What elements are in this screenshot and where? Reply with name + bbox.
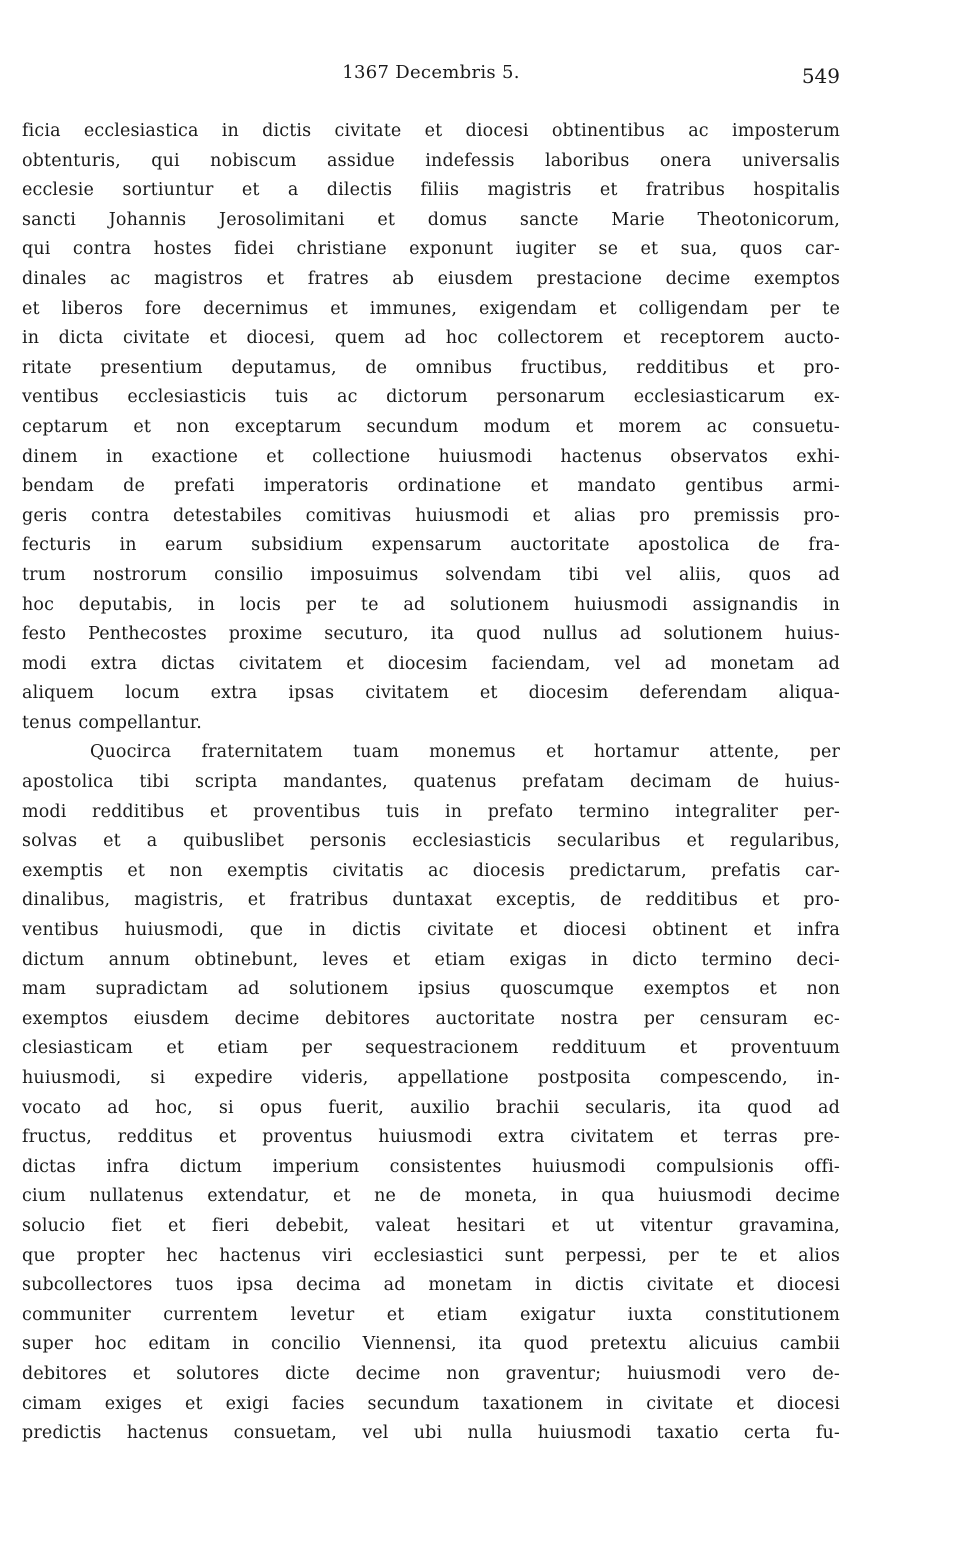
text-line: exemptis et non exemptis civitatis ac diocesis predictarum, prefatis car- (22, 860, 840, 881)
text-line: et liberos fore decernimus et immunes, exigendam et colligendam per te (22, 298, 840, 319)
text-line: exemptos eiusdem decime debitores auctoritate nostra per censuram ec- (22, 1008, 840, 1029)
text-line: predictis hactenus consuetam, vel ubi nulla huiusmodi taxatio certa fu- (22, 1423, 840, 1444)
text-line: fecturis in earum subsidium expensarum auctoritate apostolica de fra- (22, 535, 840, 556)
text-line: solucio fiet et fieri debebit, valeat hesitari et ut vitentur gravamina, (22, 1215, 840, 1236)
text-line: communiter currentem levetur et etiam exigatur iuxta constitutionem (22, 1304, 840, 1325)
text-line: dinalibus, magistris, et fratribus duntaxat exceptis, de redditibus et pro- (22, 890, 840, 911)
text-line: aliquem locum extra ipsas civitatem et diocesim deferendam aliqua- (22, 683, 840, 704)
text-line: clesiasticam et etiam per sequestracionem reddituum et proventuum (22, 1038, 840, 1059)
text-line: que propter hec hactenus viri ecclesiastici sunt perpessi, per te et alios (22, 1245, 840, 1266)
text-line: mam supradictam ad solutionem ipsius quoscumque exemptos et non (22, 979, 840, 1000)
text-line: in dicta civitate et diocesi, quem ad hoc collectorem et receptorem aucto- (22, 328, 840, 349)
paragraph-end-line: tenus compellantur. (22, 712, 203, 733)
text-line: vocato ad hoc, si opus fuerit, auxilio brachii secularis, ita quod ad (22, 1097, 840, 1118)
text-line: trum nostrorum consilio imposuimus solvendam tibi vel aliis, quos ad (22, 564, 840, 585)
text-line: super hoc editam in concilio Viennensi, ita quod pretextu alicuius cambii (22, 1334, 840, 1355)
text-line: ecclesie sortiuntur et a dilectis filiis magistris et fratribus hospitalis (22, 180, 840, 201)
text-line: ceptarum et non exceptarum secundum modum et morem ac consuetu- (22, 416, 840, 437)
text-line: dictum annum obtinebunt, leves et etiam exigas in dicto termino deci- (22, 949, 840, 970)
text-line: solvas et a quibuslibet personis ecclesiasticis secularibus et regularibus, (22, 831, 840, 852)
text-line: hoc deputabis, in locis per te ad solutionem huiusmodi assignandis in (22, 594, 840, 615)
text-line: subcollectores tuos ipsa decima ad monetam in dictis civitate et diocesi (22, 1275, 840, 1296)
text-line: dinem in exactione et collectione huiusmodi hactenus observatos exhi- (22, 446, 840, 467)
text-line: modi extra dictas civitatem et diocesim faciendam, vel ad monetam ad (22, 653, 840, 674)
text-line: festo Penthecostes proxime secuturo, ita quod nullus ad solutionem huius- (22, 624, 840, 645)
running-head (22, 60, 840, 90)
text-line: fructus, redditus et proventus huiusmodi extra civitatem et terras pre- (22, 1127, 840, 1148)
body-text (22, 117, 840, 1449)
text-line: ventibus huiusmodi, que in dictis civitate et diocesi obtinent et infra (22, 920, 840, 941)
text-line: ritate presentium deputamus, de omnibus fructibus, redditibus et pro- (22, 357, 840, 378)
text-line: ficia ecclesiastica in dictis civitate et diocesi obtinentibus ac imposterum (22, 121, 840, 141)
text-line: geris contra detestabiles comitivas huiusmodi et alias pro premissis pro- (22, 505, 840, 526)
text-line: cimam exiges et exigi facies secundum taxationem in civitate et diocesi (22, 1393, 840, 1414)
text-line: dinales ac magistros et fratres ab eiusdem prestacione decime exemptos (22, 268, 840, 289)
text-line: sancti Johannis Jerosolimitani et domus sancte Marie Theotonicorum, (22, 209, 840, 230)
text-line: debitores et solutores dicte decime non graventur; huiusmodi vero de- (22, 1363, 840, 1384)
text-line: huiusmodi, si expedire videris, appellatione postposita compescendo, in- (22, 1068, 840, 1088)
text-line: bendam de prefati imperatoris ordinatione et mandato gentibus armi- (22, 476, 840, 497)
text-line: modi redditibus et proventibus tuis in prefato termino integraliter per- (22, 801, 840, 822)
page-number: 549 (801, 64, 840, 88)
text-line: cium nullatenus extendatur, et ne de moneta, in qua huiusmodi decime (22, 1186, 840, 1207)
text-line: ventibus ecclesiasticis tuis ac dictorum personarum ecclesiasticarum ex- (22, 387, 840, 408)
paragraph-start-line: Quocirca fraternitatem tuam monemus et hortamur attente, per (90, 742, 840, 763)
text-line: obtenturis, qui nobiscum assidue indefessis laboribus onera universalis (22, 150, 840, 171)
text-line: apostolica tibi scripta mandantes, quatenus prefatam decimam de huius- (22, 772, 840, 793)
running-title: 1367 Decembris 5. (342, 62, 520, 83)
text-line: dictas infra dictum imperium consistentes huiusmodi compulsionis offi- (22, 1156, 840, 1177)
text-line: qui contra hostes fidei christiane exponunt iugiter se et sua, quos car- (22, 239, 840, 260)
